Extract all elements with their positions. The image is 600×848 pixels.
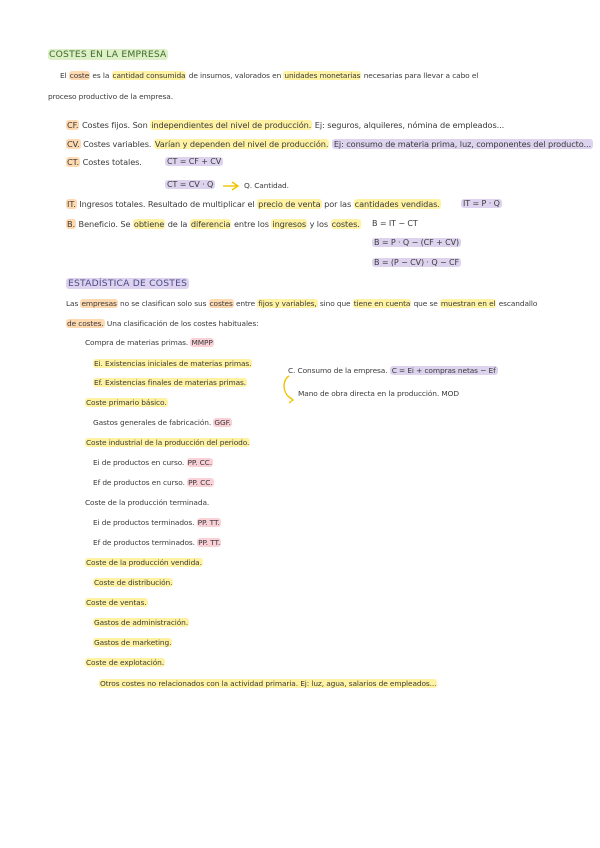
cv-row: CV. Costes variables. Varían y dependen del nivel de producción. Ej: consumo de materia prima, luz, componentes del producto...	[67, 139, 592, 149]
list-item: Coste de distribución.	[94, 578, 173, 587]
side-note-mod: Mano de obra directa en la producción. MOD	[298, 389, 459, 398]
list-item: Ef de productos en curso. PP. CC.	[93, 478, 213, 487]
b-formula-3: B = (P − CV) · Q − CF	[374, 258, 459, 267]
ct-formula-1: CT = CF + CV	[167, 157, 222, 166]
ct-formula-2: CT = CV · Q	[167, 180, 214, 189]
list-item: Coste de la producción terminada.	[85, 498, 210, 507]
cf-row: CF. Costes fijos. Son independientes del nivel de producción. Ej: seguros, alquileres, nómina de empleados...	[67, 120, 505, 130]
list-item: Gastos de administración.	[94, 618, 189, 627]
list-item: Ei de productos terminados. PP. TT.	[93, 518, 220, 527]
list-item: Otros costes no relacionados con la actividad primaria. Ej: luz, agua, salarios de empleados...	[100, 679, 437, 688]
list-item: Ei de productos en curso. PP. CC.	[93, 458, 212, 467]
ct-arrow-note: Q. Cantidad.	[244, 181, 289, 190]
intro-line-2: proceso productivo de la empresa.	[48, 92, 173, 101]
curved-arrow-icon	[280, 374, 296, 404]
list-item: Coste de explotación.	[86, 658, 164, 667]
list-item: Gastos de marketing.	[94, 638, 172, 647]
list-item: Gastos generales de fabricación. GGF.	[93, 418, 231, 427]
list-item: Ef de productos terminados. PP. TT.	[93, 538, 221, 547]
b-formula-2: B = P · Q − (CF + CV)	[374, 238, 459, 247]
b-formula-1: B = IT − CT	[372, 219, 418, 228]
list-item: Coste primario básico.	[86, 398, 167, 407]
arrow-right-icon	[222, 180, 242, 192]
b-row: B. Beneficio. Se obtiene de la diferencia entre los ingresos y los costes.	[67, 219, 360, 229]
section-heading-costes: COSTES EN LA EMPRESA	[49, 49, 167, 60]
side-note-consumo: C. Consumo de la empresa. C = Ei + compras netas − Ef	[288, 366, 496, 375]
list-item: Coste de ventas.	[86, 598, 147, 607]
list-item: Compra de materias primas. MMPP	[85, 338, 213, 347]
list-item: Ei. Existencias iniciales de materias primas.	[94, 359, 252, 368]
intro-line-1: El coste es la cantidad consumida de insumos, valorados en unidades monetarias necesarias para llevar a cabo el	[60, 71, 479, 80]
list-item: Ef. Existencias finales de materias primas.	[94, 378, 247, 387]
it-row: IT. Ingresos totales. Resultado de multiplicar el precio de venta por las cantidades vendidas.	[67, 199, 440, 209]
section2-intro-line-1: Las empresas no se clasifican solo sus costes entre fijos y variables, sino que tiene en cuenta que se muestran en el escandallo	[66, 299, 538, 308]
ct-row: CT. Costes totales.	[67, 157, 142, 167]
section-heading-estadistica: ESTADÍSTICA DE COSTES	[68, 278, 188, 289]
list-item: Coste industrial de la producción del periodo.	[86, 438, 250, 447]
it-formula: IT = P · Q	[463, 199, 500, 208]
section2-intro-line-2: de costes. Una clasificación de los costes habituales:	[67, 319, 259, 328]
list-item: Coste de la producción vendida.	[86, 558, 202, 567]
